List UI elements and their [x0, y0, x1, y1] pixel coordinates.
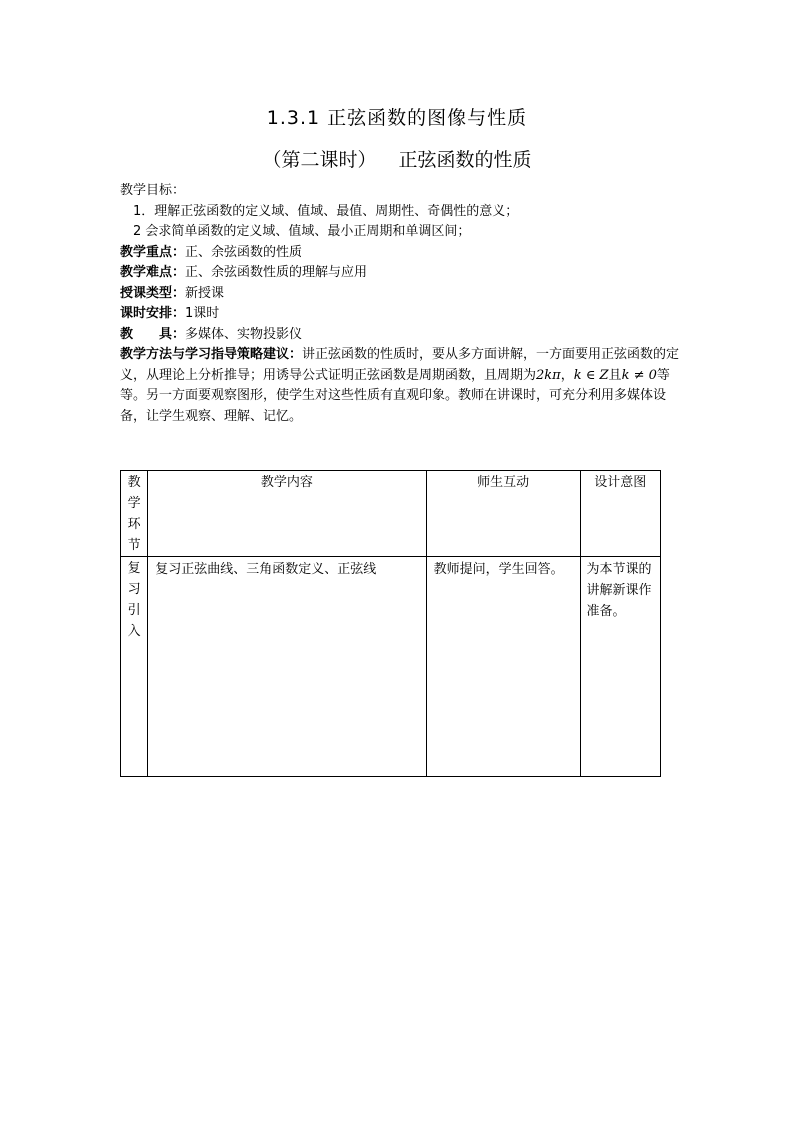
- header-interaction: 师生互动: [426, 471, 580, 557]
- method-text-1: 讲正弦函数的性质时，要从多方面讲解，一方面要用正弦函数的定义，从理论上分析推导；用诱导公式证明正弦函数是周期函数，且周期为: [120, 347, 680, 383]
- row-stage-char: 入: [127, 624, 141, 639]
- row-stage-char: 引: [127, 603, 141, 618]
- table-row: [121, 557, 661, 777]
- lesson-meta: [120, 181, 680, 427]
- header-content: 教学内容: [148, 471, 426, 557]
- row-stage-char: 习: [127, 582, 141, 597]
- document-subtitle: [0, 148, 794, 172]
- header-stage-char: 环: [127, 517, 141, 532]
- teaching-tools: [120, 325, 680, 346]
- method-text-3: 且: [608, 367, 622, 383]
- row-content: 复习正弦曲线、三角函数定义、正弦线: [148, 557, 426, 777]
- teaching-method-label: 教学方法与学习指导策略建议：: [120, 347, 303, 362]
- lesson-hours-label: 课时安排：: [120, 306, 186, 321]
- lesson-hours: [120, 304, 680, 325]
- header-intent: 设计意图: [580, 471, 660, 557]
- teaching-focus-label: 教学重点：: [120, 244, 186, 260]
- lesson-table: [120, 470, 661, 777]
- teaching-difficulty: [120, 263, 680, 284]
- teaching-focus: [120, 243, 680, 264]
- teaching-difficulty-value: 正、余弦函数性质的理解与应用: [185, 265, 368, 280]
- header-stage-char: 学: [127, 496, 141, 511]
- header-stage-char: 节: [127, 538, 141, 553]
- method-math-period: 2kπ: [536, 367, 561, 383]
- method-text-4: 等等。另一方面要观察图形，使学生对这些性质有直观印象。教师在讲课时，可充分利用多媒体设备，让学生观察、理解、记忆。: [120, 367, 670, 424]
- objective-1: 1．理解正弦函数的定义域、值域、最值、周期性、奇偶性的意义；: [133, 203, 519, 219]
- header-stage: [121, 471, 148, 557]
- lesson-type-value: 新授课: [185, 285, 225, 301]
- teaching-method: [120, 345, 680, 427]
- method-text-2: ，: [560, 367, 574, 383]
- teaching-tools-value: 多媒体、实物投影仪: [185, 326, 303, 342]
- row-interaction: 教师提问，学生回答。: [426, 557, 580, 777]
- document-title: 1.3.1 正弦函数的图像与性质: [266, 107, 528, 129]
- teaching-difficulty-label: 教学难点：: [120, 265, 186, 280]
- teaching-tools-label: 教 具：: [120, 326, 186, 342]
- subtitle-topic: 正弦函数的性质: [398, 149, 532, 171]
- method-math-k-nonzero: k ≠ 0: [621, 367, 657, 383]
- subtitle-lesson-period: （第二课时）: [262, 149, 377, 171]
- method-math-k-in-z: k ∈ Z: [573, 367, 609, 383]
- row-intent: 为本节课的讲解新课作准备。: [580, 557, 660, 777]
- lesson-type-label: 授课类型：: [120, 285, 186, 301]
- row-stage-char: 复: [127, 561, 141, 576]
- header-stage-char: 教: [127, 475, 141, 490]
- teaching-focus-value: 正、余弦函数的性质: [185, 244, 303, 260]
- objective-2: 2 会求简单函数的定义域、值域、最小正周期和单调区间；: [133, 224, 471, 239]
- row-stage: [121, 557, 148, 777]
- lesson-type: [120, 284, 680, 305]
- objectives-label: 教学目标：: [120, 183, 186, 198]
- table-header-row: [121, 471, 661, 557]
- lesson-hours-value: 1课时: [185, 306, 220, 321]
